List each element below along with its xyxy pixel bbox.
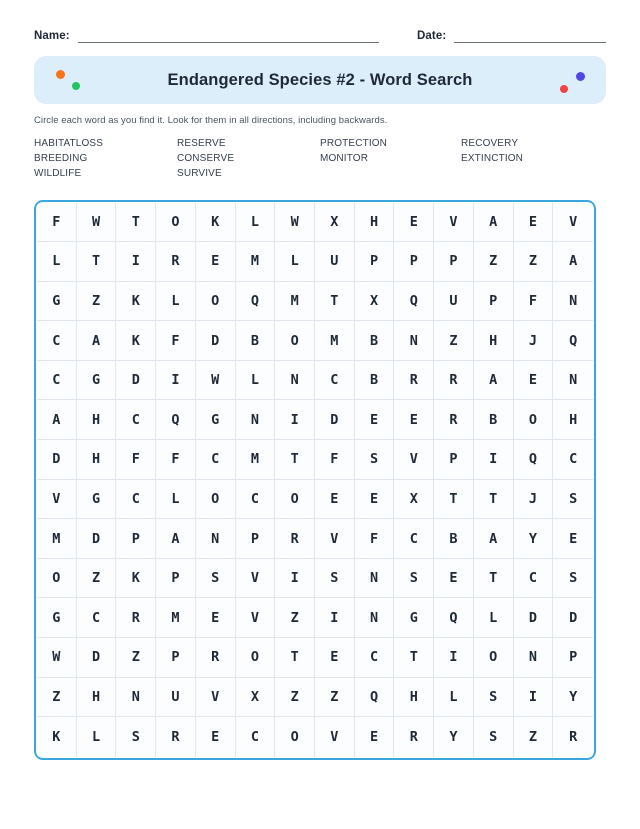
grid-cell[interactable]: P <box>434 440 474 480</box>
grid-cell[interactable]: R <box>553 717 593 757</box>
grid-cell[interactable]: G <box>77 480 117 520</box>
grid-cell[interactable]: O <box>514 400 554 440</box>
grid-cell[interactable]: E <box>553 519 593 559</box>
grid-cell[interactable]: I <box>116 242 156 282</box>
word-list-item: SURVIVE <box>177 167 222 179</box>
grid-cell[interactable]: B <box>474 400 514 440</box>
grid-cell[interactable]: E <box>514 361 554 401</box>
grid-cell[interactable]: Y <box>434 717 474 757</box>
grid-cell[interactable]: D <box>514 598 554 638</box>
green-dot-icon <box>72 82 80 90</box>
grid-cell[interactable]: K <box>37 717 77 757</box>
grid-cell[interactable]: J <box>514 321 554 361</box>
grid-cell[interactable]: C <box>236 717 276 757</box>
grid-cell[interactable]: L <box>474 598 514 638</box>
grid-cell[interactable]: O <box>474 638 514 678</box>
grid-cell[interactable]: X <box>315 203 355 243</box>
grid-cell[interactable]: E <box>394 400 434 440</box>
grid-cell[interactable]: H <box>77 678 117 718</box>
grid-cell[interactable]: S <box>355 440 395 480</box>
grid-cell[interactable]: P <box>236 519 276 559</box>
grid-cell[interactable]: D <box>37 440 77 480</box>
grid-cell[interactable]: E <box>434 559 474 599</box>
date-input-line[interactable] <box>454 31 606 43</box>
grid-cell[interactable]: N <box>355 559 395 599</box>
grid-cell[interactable]: E <box>355 400 395 440</box>
grid-cell[interactable]: R <box>156 717 196 757</box>
grid-cell[interactable]: Z <box>315 678 355 718</box>
grid-cell[interactable]: U <box>156 678 196 718</box>
word-list-item: CONSERVE <box>177 152 235 164</box>
grid-cell[interactable]: U <box>315 242 355 282</box>
grid-cell[interactable]: G <box>37 282 77 322</box>
date-label: Date: <box>417 30 447 42</box>
grid-cell[interactable]: F <box>514 282 554 322</box>
grid-cell[interactable]: E <box>196 598 236 638</box>
grid-cell[interactable]: C <box>116 480 156 520</box>
grid-cell[interactable]: Z <box>275 678 315 718</box>
grid-cell[interactable]: W <box>37 638 77 678</box>
grid-cell[interactable]: E <box>514 203 554 243</box>
grid-cell[interactable]: J <box>514 480 554 520</box>
grid-cell[interactable]: H <box>77 400 117 440</box>
grid-cell[interactable]: X <box>394 480 434 520</box>
grid-cell[interactable]: N <box>553 361 593 401</box>
grid-cell[interactable]: A <box>553 242 593 282</box>
grid-cell[interactable]: C <box>37 321 77 361</box>
grid-cell[interactable]: P <box>474 282 514 322</box>
grid-cell[interactable]: I <box>315 598 355 638</box>
grid-cell[interactable]: T <box>474 559 514 599</box>
grid-cell[interactable]: M <box>315 321 355 361</box>
grid-cell[interactable]: O <box>156 203 196 243</box>
grid-cell[interactable]: V <box>394 440 434 480</box>
word-list-item: BREEDING <box>34 152 88 164</box>
grid-cell[interactable]: Z <box>275 598 315 638</box>
grid-cell[interactable]: X <box>236 678 276 718</box>
grid-cell[interactable]: O <box>275 717 315 757</box>
name-label: Name: <box>34 30 70 42</box>
grid-cell[interactable]: F <box>355 519 395 559</box>
grid-cell[interactable]: Y <box>514 519 554 559</box>
grid-cell[interactable]: S <box>553 480 593 520</box>
grid-cell[interactable]: F <box>315 440 355 480</box>
grid-cell[interactable]: K <box>116 559 156 599</box>
grid-cell[interactable]: N <box>553 282 593 322</box>
grid-cell[interactable]: O <box>236 638 276 678</box>
grid-cell[interactable]: Q <box>355 678 395 718</box>
grid-cell[interactable]: S <box>116 717 156 757</box>
grid-cell[interactable]: I <box>275 559 315 599</box>
grid-cell[interactable]: O <box>37 559 77 599</box>
grid-cell[interactable]: B <box>236 321 276 361</box>
grid-cell[interactable]: I <box>275 400 315 440</box>
grid-cell[interactable]: C <box>196 440 236 480</box>
grid-cell[interactable]: P <box>355 242 395 282</box>
grid-cell[interactable]: P <box>156 559 196 599</box>
grid-cell[interactable]: Z <box>37 678 77 718</box>
grid-cell[interactable]: F <box>156 440 196 480</box>
grid-cell[interactable]: Z <box>77 559 117 599</box>
grid-cell[interactable]: C <box>37 361 77 401</box>
grid-cell[interactable]: T <box>315 282 355 322</box>
grid-cell[interactable]: K <box>196 203 236 243</box>
grid-cell[interactable]: E <box>355 480 395 520</box>
date-field-group <box>417 30 606 43</box>
grid-cell[interactable]: A <box>37 400 77 440</box>
word-list-item: RESERVE <box>177 137 226 149</box>
grid-cell[interactable]: L <box>156 282 196 322</box>
grid-cell[interactable]: H <box>394 678 434 718</box>
grid-cell[interactable]: N <box>196 519 236 559</box>
grid-cell[interactable]: G <box>37 598 77 638</box>
grid-cell[interactable]: O <box>196 282 236 322</box>
grid-cell[interactable]: N <box>514 638 554 678</box>
grid-cell[interactable]: D <box>315 400 355 440</box>
grid-cell[interactable]: V <box>315 519 355 559</box>
grid-cell[interactable]: E <box>315 638 355 678</box>
grid-cell[interactable]: T <box>394 638 434 678</box>
instructions-text: Circle each word as you find it. Look for them in all directions, including backwards. <box>34 115 388 126</box>
grid-cell[interactable]: Q <box>514 440 554 480</box>
grid-cell[interactable]: C <box>77 598 117 638</box>
grid-cell[interactable]: O <box>275 321 315 361</box>
grid-cell[interactable]: G <box>196 400 236 440</box>
name-field-group <box>34 30 379 43</box>
grid-cell[interactable]: D <box>116 361 156 401</box>
grid-cell[interactable]: A <box>156 519 196 559</box>
title-banner <box>34 56 606 104</box>
grid-cell[interactable]: Q <box>434 598 474 638</box>
grid-cell[interactable]: V <box>196 678 236 718</box>
grid-cell[interactable]: T <box>275 638 315 678</box>
grid-cell[interactable]: M <box>275 282 315 322</box>
grid-cell[interactable]: T <box>77 242 117 282</box>
grid-cell[interactable]: L <box>434 678 474 718</box>
grid-cell[interactable]: L <box>77 717 117 757</box>
grid-cell[interactable]: N <box>116 678 156 718</box>
grid-cell[interactable]: P <box>434 242 474 282</box>
grid-cell[interactable]: W <box>275 203 315 243</box>
grid-cell[interactable]: S <box>553 559 593 599</box>
grid-cell[interactable]: V <box>37 480 77 520</box>
grid-cell[interactable]: K <box>116 321 156 361</box>
blue-dot-icon <box>576 72 585 81</box>
grid-cell[interactable]: B <box>355 321 395 361</box>
grid-cell[interactable]: R <box>394 361 434 401</box>
grid-cell[interactable]: M <box>236 242 276 282</box>
grid-cell[interactable]: Y <box>553 678 593 718</box>
grid-cell[interactable]: C <box>116 400 156 440</box>
grid-cell[interactable]: R <box>434 400 474 440</box>
grid-cell[interactable]: V <box>553 203 593 243</box>
grid-cell[interactable]: A <box>474 519 514 559</box>
grid-cell[interactable]: X <box>355 282 395 322</box>
grid-cell[interactable]: N <box>275 361 315 401</box>
grid-cell[interactable]: E <box>355 717 395 757</box>
grid-cell[interactable]: D <box>196 321 236 361</box>
name-input-line[interactable] <box>78 31 379 43</box>
grid-cell[interactable]: A <box>77 321 117 361</box>
grid-cell[interactable]: P <box>553 638 593 678</box>
grid-cell[interactable]: F <box>156 321 196 361</box>
grid-cell[interactable]: R <box>275 519 315 559</box>
grid-cell[interactable]: L <box>156 480 196 520</box>
grid-cell[interactable]: Z <box>514 717 554 757</box>
grid-cell[interactable]: W <box>196 361 236 401</box>
grid-cell[interactable]: F <box>116 440 156 480</box>
grid-cell[interactable]: D <box>77 519 117 559</box>
grid-cell[interactable]: G <box>394 598 434 638</box>
grid-cell[interactable]: P <box>116 519 156 559</box>
word-list-item: RECOVERY <box>461 137 519 149</box>
grid-cell[interactable]: O <box>196 480 236 520</box>
grid-cell[interactable]: F <box>37 203 77 243</box>
grid-cell[interactable]: W <box>77 203 117 243</box>
grid-cell[interactable]: S <box>474 678 514 718</box>
grid-cell[interactable]: G <box>77 361 117 401</box>
grid-cell[interactable]: H <box>77 440 117 480</box>
grid-cell[interactable]: I <box>156 361 196 401</box>
word-list-item: WILDLIFE <box>34 167 82 179</box>
grid-cell[interactable]: S <box>196 559 236 599</box>
grid-cell[interactable]: V <box>236 559 276 599</box>
grid-cell[interactable]: K <box>116 282 156 322</box>
grid-cell[interactable]: L <box>236 203 276 243</box>
grid-cell[interactable]: R <box>434 361 474 401</box>
word-list-item: PROTECTION <box>320 137 388 149</box>
word-search-grid-container <box>34 200 596 760</box>
grid-cell[interactable]: R <box>156 242 196 282</box>
grid-cell[interactable]: S <box>315 559 355 599</box>
grid-cell[interactable]: E <box>196 717 236 757</box>
word-list-item: MONITOR <box>320 152 369 164</box>
grid-cell[interactable]: Z <box>116 638 156 678</box>
grid-cell[interactable]: U <box>434 282 474 322</box>
grid-cell[interactable]: S <box>394 559 434 599</box>
grid-cell[interactable]: T <box>474 480 514 520</box>
grid-cell[interactable]: I <box>474 440 514 480</box>
red-dot-icon <box>560 85 568 93</box>
grid-cell[interactable]: H <box>474 321 514 361</box>
grid-cell[interactable]: O <box>275 480 315 520</box>
grid-cell[interactable]: I <box>434 638 474 678</box>
grid-cell[interactable]: A <box>474 203 514 243</box>
name-date-row <box>34 0 606 43</box>
grid-cell[interactable]: R <box>394 717 434 757</box>
grid-cell[interactable]: B <box>434 519 474 559</box>
grid-cell[interactable]: L <box>275 242 315 282</box>
grid-cell[interactable]: E <box>315 480 355 520</box>
grid-cell[interactable]: C <box>394 519 434 559</box>
grid-cell[interactable]: V <box>434 203 474 243</box>
grid-cell[interactable]: T <box>116 203 156 243</box>
word-list-item: HABITATLOSS <box>34 137 104 149</box>
grid-cell[interactable]: N <box>355 598 395 638</box>
page-title: Endangered Species #2 - Word Search <box>167 70 473 89</box>
grid-cell[interactable]: C <box>236 480 276 520</box>
grid-cell[interactable]: C <box>514 559 554 599</box>
grid-cell[interactable]: Z <box>514 242 554 282</box>
word-search-grid[interactable] <box>37 203 593 757</box>
word-list <box>34 136 606 181</box>
grid-cell[interactable]: B <box>355 361 395 401</box>
grid-cell[interactable]: Q <box>553 321 593 361</box>
grid-cell[interactable]: P <box>394 242 434 282</box>
grid-cell[interactable]: T <box>434 480 474 520</box>
grid-cell[interactable]: C <box>315 361 355 401</box>
grid-cell[interactable]: V <box>236 598 276 638</box>
grid-cell[interactable]: R <box>116 598 156 638</box>
grid-cell[interactable]: S <box>474 717 514 757</box>
grid-cell[interactable]: Z <box>474 242 514 282</box>
grid-cell[interactable]: V <box>315 717 355 757</box>
grid-cell[interactable]: T <box>275 440 315 480</box>
grid-cell[interactable]: P <box>156 638 196 678</box>
grid-cell[interactable]: H <box>553 400 593 440</box>
grid-cell[interactable]: Q <box>236 282 276 322</box>
grid-cell[interactable]: M <box>236 440 276 480</box>
grid-cell[interactable]: E <box>196 242 236 282</box>
grid-cell[interactable]: M <box>37 519 77 559</box>
grid-cell[interactable]: N <box>236 400 276 440</box>
grid-cell[interactable]: I <box>514 678 554 718</box>
grid-cell[interactable]: C <box>553 440 593 480</box>
grid-cell[interactable]: R <box>196 638 236 678</box>
grid-cell[interactable]: E <box>394 203 434 243</box>
grid-cell[interactable]: L <box>37 242 77 282</box>
grid-cell[interactable]: N <box>394 321 434 361</box>
grid-cell[interactable]: L <box>236 361 276 401</box>
grid-cell[interactable]: C <box>355 638 395 678</box>
orange-dot-icon <box>56 70 65 79</box>
grid-cell[interactable]: Z <box>434 321 474 361</box>
grid-cell[interactable]: M <box>156 598 196 638</box>
grid-cell[interactable]: H <box>355 203 395 243</box>
grid-cell[interactable]: A <box>474 361 514 401</box>
word-list-item: EXTINCTION <box>461 152 524 164</box>
grid-cell[interactable]: D <box>553 598 593 638</box>
grid-cell[interactable]: Q <box>394 282 434 322</box>
grid-cell[interactable]: Q <box>156 400 196 440</box>
grid-cell[interactable]: Z <box>77 282 117 322</box>
grid-cell[interactable]: D <box>77 638 117 678</box>
